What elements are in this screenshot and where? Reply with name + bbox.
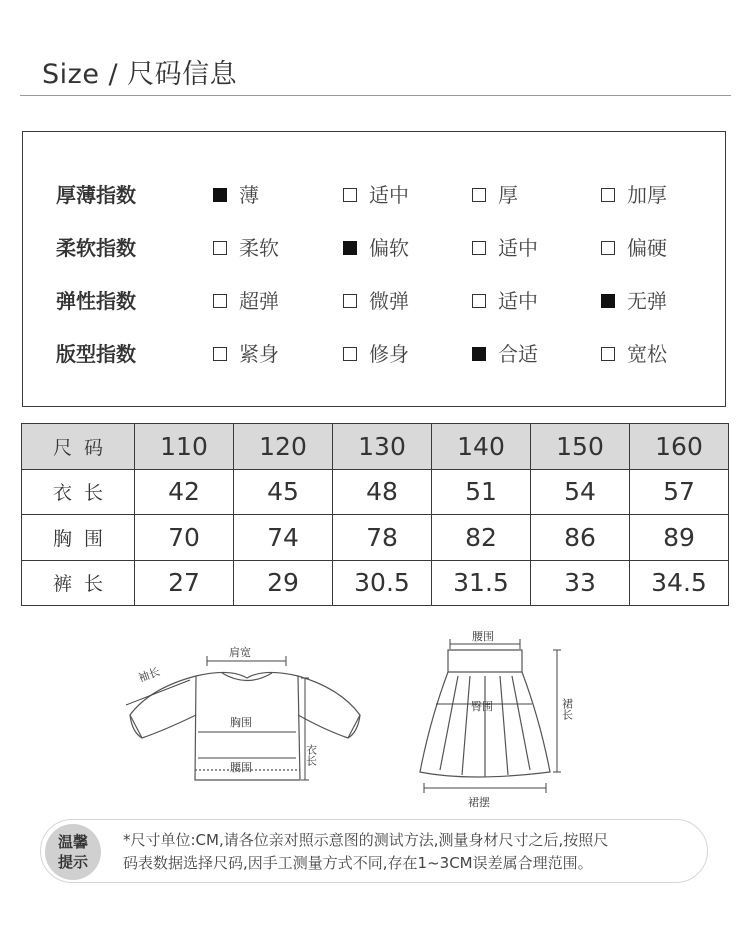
option-label: 柔软: [239, 236, 279, 260]
table-cell: 48: [333, 469, 432, 515]
shoulder-label: 肩宽: [229, 646, 251, 659]
sleeve-label: 袖长: [136, 665, 162, 685]
attribute-option: [343, 339, 409, 369]
table-row: [22, 515, 729, 561]
table-cell: 82: [432, 515, 531, 561]
size-cell: 160: [630, 424, 729, 470]
attribute-row: [23, 233, 725, 263]
skirt-measure-lines: [424, 639, 561, 793]
skirt-hip-label: 臀围: [471, 700, 493, 713]
table-cell: 86: [531, 515, 630, 561]
notice-line1: *尺寸单位:CM,请各位亲对照示意图的测试方法,测量身材尺寸之后,按照尺: [123, 831, 609, 849]
unchecked-box-icon: [472, 294, 486, 308]
attribute-row: [23, 180, 725, 210]
unchecked-box-icon: [472, 241, 486, 255]
table-cell: 42: [135, 469, 234, 515]
table-cell: 30.5: [333, 560, 432, 606]
notice-line2: 码表数据选择尺码,因手工测量方式不同,存在1~3CM误差属合理范围。: [123, 854, 593, 872]
unchecked-box-icon: [343, 347, 357, 361]
row-label: 裤长: [22, 560, 135, 606]
table-cell: 89: [630, 515, 729, 561]
attribute-option: [213, 339, 279, 369]
waist-label: 腰围: [230, 761, 252, 774]
table-cell: 74: [234, 515, 333, 561]
size-cell: 150: [531, 424, 630, 470]
unchecked-box-icon: [213, 347, 227, 361]
attribute-option: [601, 233, 667, 263]
unchecked-box-icon: [213, 294, 227, 308]
option-label: 偏软: [369, 236, 409, 260]
checked-box-icon: [213, 188, 227, 202]
unchecked-box-icon: [343, 294, 357, 308]
badge-line1: 温馨: [57, 833, 88, 851]
notice-badge: [45, 824, 101, 880]
option-label: 加厚: [627, 183, 667, 207]
attribute-option: [213, 180, 259, 210]
attribute-option: [343, 180, 409, 210]
skirt-length-label: 裙长: [560, 698, 574, 720]
table-cell: 33: [531, 560, 630, 606]
size-cell: 110: [135, 424, 234, 470]
length-label: 衣长: [304, 744, 318, 766]
chest-label: 胸围: [230, 716, 252, 729]
table-row: [22, 560, 729, 606]
attribute-option: [472, 233, 538, 263]
option-label: 微弹: [369, 289, 409, 313]
row-label: 衣长: [22, 469, 135, 515]
option-label: 修身: [369, 342, 409, 366]
checked-box-icon: [601, 294, 615, 308]
unchecked-box-icon: [601, 188, 615, 202]
table-cell: 29: [234, 560, 333, 606]
attribute-option: [601, 286, 667, 316]
size-cell: 120: [234, 424, 333, 470]
unchecked-box-icon: [601, 241, 615, 255]
size-header-label: 尺码: [22, 424, 135, 470]
attribute-option: [343, 286, 409, 316]
page-title: Size / 尺码信息: [42, 59, 238, 90]
option-label: 超弹: [239, 289, 279, 313]
attribute-option: [343, 233, 409, 263]
title-divider: [20, 95, 731, 96]
table-cell: 51: [432, 469, 531, 515]
table-cell: 34.5: [630, 560, 729, 606]
unchecked-box-icon: [213, 241, 227, 255]
skirt-hem-label: 裙摆: [468, 796, 490, 809]
attribute-option: [213, 233, 279, 263]
size-table: [21, 423, 729, 606]
unchecked-box-icon: [601, 347, 615, 361]
attribute-name: 弹性指数: [56, 289, 136, 313]
badge-line2: 提示: [57, 853, 88, 871]
notice-text: [123, 829, 703, 875]
measurement-notice: [40, 819, 708, 883]
unchecked-box-icon: [343, 188, 357, 202]
attribute-name: 版型指数: [56, 342, 136, 366]
checked-box-icon: [472, 347, 486, 361]
table-cell: 70: [135, 515, 234, 561]
option-label: 厚: [498, 183, 518, 207]
table-cell: 27: [135, 560, 234, 606]
attribute-name: 柔软指数: [56, 236, 136, 260]
option-label: 适中: [498, 236, 538, 260]
attribute-option: [601, 339, 667, 369]
size-cell: 130: [333, 424, 432, 470]
attribute-option: [472, 286, 538, 316]
attribute-row: [23, 339, 725, 369]
attribute-option: [601, 180, 667, 210]
table-cell: 57: [630, 469, 729, 515]
measurement-diagrams: [0, 620, 750, 820]
option-label: 适中: [369, 183, 409, 207]
table-cell: 31.5: [432, 560, 531, 606]
skirt-diagram: [420, 650, 550, 777]
checked-box-icon: [343, 241, 357, 255]
option-label: 紧身: [239, 342, 279, 366]
table-cell: 54: [531, 469, 630, 515]
size-table-header-row: [22, 424, 729, 470]
attribute-row: [23, 286, 725, 316]
table-cell: 78: [333, 515, 432, 561]
option-label: 合适: [498, 342, 538, 366]
skirt-waist-label: 腰围: [472, 630, 494, 643]
fabric-attributes-panel: [22, 131, 726, 407]
size-cell: 140: [432, 424, 531, 470]
option-label: 偏硬: [627, 236, 667, 260]
option-label: 薄: [239, 183, 259, 207]
option-label: 适中: [498, 289, 538, 313]
attribute-option: [472, 180, 518, 210]
attribute-option: [213, 286, 279, 316]
option-label: 无弹: [627, 289, 667, 313]
unchecked-box-icon: [472, 188, 486, 202]
attribute-name: 厚薄指数: [56, 183, 136, 207]
attribute-option: [472, 339, 538, 369]
option-label: 宽松: [627, 342, 667, 366]
table-cell: 45: [234, 469, 333, 515]
row-label: 胸围: [22, 515, 135, 561]
table-row: [22, 469, 729, 515]
